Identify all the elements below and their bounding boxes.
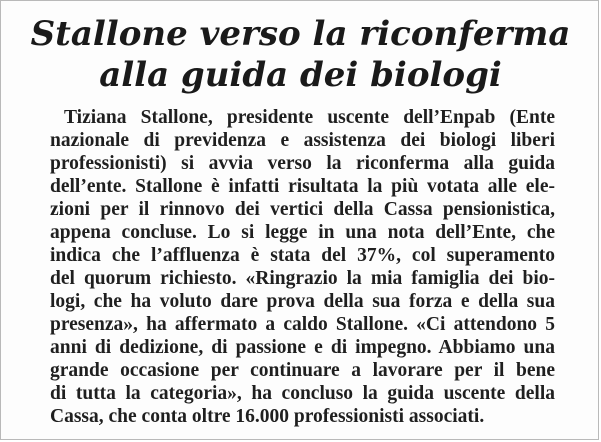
body-line: anni di dedizione, di passione e di impegno. Abbiamo una <box>50 337 555 358</box>
body-line: presenza», ha affermato a caldo Stallone. «Ci attendono 5 <box>50 314 555 335</box>
body-line: Tiziana Stallone, presidente uscente dell’Enpab (Ente <box>64 107 555 128</box>
headline-line-2: alla guida dei biologi <box>99 55 502 95</box>
body-line: appena concluse. Lo si legge in una nota dell’Ente, che <box>50 222 555 243</box>
body-line: zioni per il rinnovo dei vertici della Cassa pensionistica, <box>50 199 555 220</box>
body-line: Cassa, che conta oltre 16.000 professionisti associati. <box>50 406 485 427</box>
body-line: grande occasione per continuare a lavorare per il bene <box>50 360 555 381</box>
body-line: nazionale di previdenza e assistenza dei biologi liberi <box>50 130 555 151</box>
body-line: indica che l’affluenza è stata del 37%, col superamento <box>50 245 555 266</box>
body-line: di tutta la categoria», ha concluso la guida uscente della <box>50 383 555 404</box>
body-line: logi, che ha voluto dare prova della sua forza e della sua <box>50 291 555 312</box>
article-headline <box>0 14 601 96</box>
headline-line-1: Stallone verso la riconferma <box>30 14 571 54</box>
body-line: professionisti) si avvia verso la riconferma alla guida <box>50 153 555 174</box>
article-body <box>50 106 555 428</box>
body-line: del quorum richiesto. «Ringrazio la mia famiglia dei bio- <box>50 268 555 289</box>
body-line: dell’ente. Stallone è infatti risultata la più votata alle ele- <box>50 176 555 197</box>
